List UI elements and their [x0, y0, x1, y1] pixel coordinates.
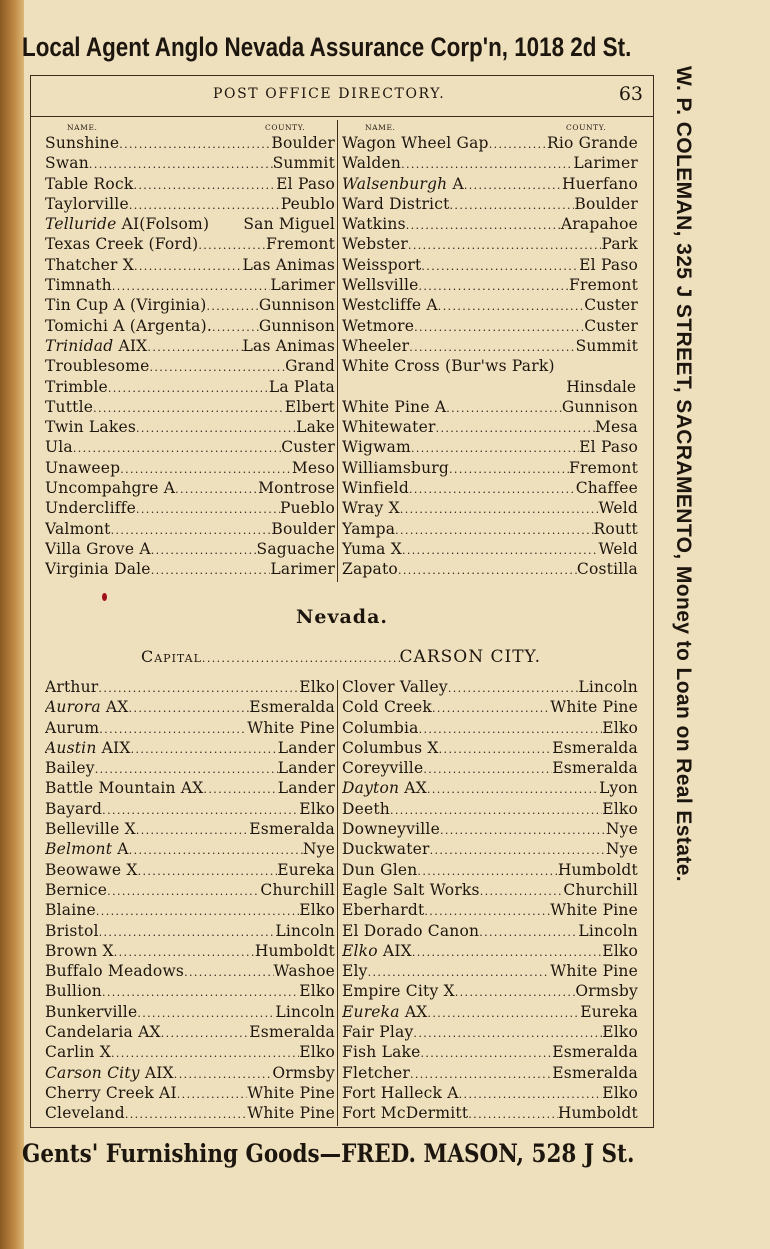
directory-entry	[45, 779, 335, 799]
directory-entry	[342, 1104, 638, 1124]
entry-name: Brown X	[45, 941, 114, 960]
column-header-name-right: NAME.	[365, 123, 396, 132]
directory-entry	[342, 1043, 638, 1063]
column-divider-colorado	[337, 120, 338, 582]
entry-name: Bailey	[45, 759, 95, 778]
entry-name: Westcliffe A	[342, 296, 438, 315]
entry-name: Cleveland	[45, 1104, 125, 1123]
capital-line	[141, 647, 541, 667]
entry-name: Fair Play	[342, 1023, 414, 1042]
entry-name: Cold Creek	[342, 698, 433, 717]
entry-name: Ward District	[342, 194, 450, 213]
directory-entry	[45, 235, 335, 255]
entry-name: Fort McDermitt	[342, 1104, 469, 1123]
directory-entry	[342, 1064, 638, 1084]
entry-name: Thatcher X	[45, 255, 134, 274]
entry-name: Clover Valley	[342, 678, 448, 696]
directory-entry	[45, 398, 335, 418]
entry-name: Wetmore	[342, 316, 415, 335]
entry-county: Lander	[277, 738, 335, 757]
entry-office-codes: AIX	[96, 738, 131, 757]
directory-entry	[342, 134, 638, 154]
entry-county: Gunnison	[258, 316, 335, 335]
entry-county: El Paso	[579, 438, 638, 457]
directory-entry	[45, 499, 335, 519]
entry-county: White Pine	[550, 698, 638, 717]
entry-county: Churchill	[260, 880, 335, 899]
entry-name: Carson City	[45, 1063, 140, 1082]
entry-county: Eureka	[580, 1002, 638, 1021]
entry-county: Esmeralda	[249, 1023, 335, 1042]
directory-entry	[342, 861, 638, 881]
directory-entry	[342, 256, 638, 276]
entry-county: Elko	[299, 799, 335, 818]
entry-county: Esmeralda	[552, 738, 638, 757]
entry-county: Elko	[299, 982, 335, 1001]
directory-entry	[45, 540, 335, 560]
entry-office-codes: AX	[100, 698, 129, 717]
entry-county: Lincoln	[275, 921, 335, 940]
entry-name: Yuma X	[342, 539, 402, 558]
directory-entry	[342, 779, 638, 799]
entry-name: Wigwam	[342, 438, 411, 457]
entry-name: Aurora	[45, 698, 101, 717]
directory-entry	[45, 337, 335, 357]
entry-name: Coreyville	[342, 759, 424, 778]
entry-county: Elko	[602, 1083, 638, 1102]
directory-entry	[342, 418, 638, 438]
entry-name: Bunkerville	[45, 1002, 138, 1021]
entry-name: Eagle Salt Works	[342, 880, 480, 899]
directory-entry	[342, 881, 638, 901]
entry-name: Uncompahgre A	[45, 479, 176, 498]
entry-county: Larimer	[270, 560, 335, 579]
directory-entry	[45, 438, 335, 458]
entry-county: Custer	[584, 296, 638, 315]
page-number: 63	[618, 83, 643, 105]
book-spine-edge	[0, 0, 24, 1249]
entry-name: Unaweep	[45, 458, 121, 477]
entry-county: Boulder	[574, 194, 638, 213]
entry-county: Gunnison	[258, 296, 335, 315]
entry-county: Esmeralda	[552, 759, 638, 778]
directory-entry	[342, 337, 638, 357]
entry-name: Belmont	[45, 840, 113, 859]
entry-county: Rio Grande	[547, 134, 638, 152]
directory-entry	[45, 317, 335, 337]
entry-county: Las Animas	[242, 336, 335, 355]
entry-county: Elko	[299, 901, 335, 920]
entry-county: Fremont	[266, 235, 335, 254]
directory-entry	[342, 678, 638, 698]
entry-county: Lander	[277, 779, 335, 798]
entry-county: Lincoln	[275, 1002, 335, 1021]
entry-name: Timnath	[45, 276, 112, 295]
directory-entry	[45, 1064, 335, 1084]
nevada-left-column	[45, 678, 335, 1125]
entry-county: Elko	[299, 1043, 335, 1062]
entry-county: Huerfano	[562, 174, 638, 193]
entry-county: Summit	[272, 154, 335, 173]
column-header-county-right: COUNTY.	[566, 123, 607, 132]
entry-name: Tomichi A (Argenta).	[45, 316, 212, 335]
entry-county: Elko	[299, 678, 335, 696]
directory-entry	[342, 982, 638, 1002]
directory-entry	[342, 560, 638, 580]
entry-name: Valmont	[45, 519, 111, 538]
entry-county: White Pine	[550, 901, 638, 920]
entry-name: Aurum	[45, 718, 100, 737]
state-heading-nevada: Nevada.	[295, 606, 389, 628]
entry-county: Lincoln	[578, 921, 638, 940]
directory-entry	[342, 499, 638, 519]
entry-county: Elbert	[284, 397, 335, 416]
entry-county: Grand	[285, 357, 335, 376]
directory-entry	[342, 1003, 638, 1023]
directory-entry	[45, 840, 335, 860]
entry-county: Nye	[302, 840, 335, 859]
entry-name: Texas Creek (Ford)	[45, 235, 199, 254]
entry-name: Whitewater	[342, 418, 436, 437]
directory-entry	[45, 357, 335, 377]
entry-name: Eberhardt	[342, 901, 425, 920]
entry-name: Wray X	[342, 499, 400, 518]
entry-county: Peublo	[280, 194, 335, 213]
entry-county: Weld	[598, 539, 638, 558]
entry-name: Table Rock	[45, 174, 134, 193]
entry-name: Winfield	[342, 479, 409, 498]
entry-name: Columbia	[342, 718, 419, 737]
bottom-advertisement: Gents' Furnishing Goods—FRED. MASON, 528 J St.	[22, 1139, 635, 1168]
directory-entry	[342, 719, 638, 739]
entry-county: Humboldt	[557, 1104, 638, 1123]
directory-entry	[342, 479, 638, 499]
page-header	[31, 83, 653, 110]
entry-county: Fremont	[569, 276, 638, 295]
entry-name: Fletcher	[342, 1063, 410, 1082]
header-rule	[31, 116, 653, 117]
entry-name: Walsenburgh	[342, 174, 448, 193]
ink-spot	[102, 593, 107, 601]
column-divider-nevada	[337, 680, 338, 1126]
directory-entry	[45, 134, 335, 154]
directory-entry	[45, 739, 335, 759]
entry-name: Bristol	[45, 921, 99, 940]
entry-county: Saguache	[256, 539, 335, 558]
directory-entry	[45, 479, 335, 499]
directory-entry	[342, 1023, 638, 1043]
entry-name: Eureka	[342, 1002, 400, 1021]
directory-entry	[45, 922, 335, 942]
entry-name: Belleville X	[45, 820, 136, 839]
entry-name: Tuttle	[45, 397, 94, 416]
entry-county: Esmeralda	[249, 698, 335, 717]
entry-county: Humboldt	[557, 860, 638, 879]
entry-name: Ely	[342, 962, 368, 981]
entry-county: Esmeralda	[552, 1043, 638, 1062]
entry-name: Villa Grove A	[45, 539, 151, 558]
entry-name: Watkins	[342, 215, 406, 234]
entry-county: Nye	[605, 820, 638, 839]
entry-name: Elko	[342, 941, 378, 960]
entry-county: Costilla	[576, 560, 638, 579]
entry-name: Beowawe X	[45, 860, 138, 879]
directory-entry	[342, 215, 638, 235]
entry-county: Summit	[575, 336, 638, 355]
directory-entry	[342, 438, 638, 458]
directory-page-frame	[30, 75, 654, 1128]
entry-county: Humboldt	[254, 941, 335, 960]
capital-value: CARSON CITY.	[399, 647, 541, 667]
column-header-name-left: NAME.	[67, 123, 98, 132]
entry-name: Arthur	[45, 678, 99, 696]
entry-office-codes: A	[447, 174, 464, 193]
entry-name: Wheeler	[342, 336, 410, 355]
directory-entry	[45, 719, 335, 739]
entry-name: Wellsville	[342, 276, 419, 295]
directory-entry	[45, 962, 335, 982]
directory-entry	[45, 154, 335, 174]
directory-entry	[342, 357, 638, 377]
directory-entry	[45, 1084, 335, 1104]
entry-county: Custer	[584, 316, 638, 335]
directory-entry	[45, 942, 335, 962]
entry-name: Swan	[45, 154, 89, 173]
column-header-county-left: COUNTY.	[265, 123, 306, 132]
entry-county: Larimer	[573, 154, 638, 173]
entry-name: Undercliffe	[45, 499, 136, 518]
entry-name: Fort Halleck A	[342, 1083, 459, 1102]
entry-county: Ormsby	[575, 982, 638, 1001]
entry-name: Tin Cup A (Virginia)	[45, 296, 207, 315]
directory-entry	[45, 215, 335, 235]
entry-county: Esmeralda	[249, 820, 335, 839]
entry-county: Boulder	[271, 134, 335, 152]
directory-entry	[342, 398, 638, 418]
colorado-left-column	[45, 134, 335, 581]
directory-entry	[342, 520, 638, 540]
entry-county: Lander	[277, 759, 335, 778]
directory-entry	[45, 296, 335, 316]
entry-name: Sunshine	[45, 134, 120, 152]
directory-entry	[342, 317, 638, 337]
directory-entry	[342, 540, 638, 560]
entry-name: Dun Glen	[342, 860, 418, 879]
entry-name: Empire City X	[342, 982, 455, 1001]
entry-county: Routt	[593, 519, 638, 538]
page-title: POST OFFICE DIRECTORY.	[213, 86, 446, 102]
directory-entry	[342, 459, 638, 479]
entry-county: Elko	[602, 941, 638, 960]
directory-entry	[342, 840, 638, 860]
entry-name: Fish Lake	[342, 1043, 421, 1062]
entry-county: Lyon	[599, 779, 638, 798]
directory-entry	[45, 195, 335, 215]
entry-name: Zapato	[342, 560, 398, 579]
directory-entry	[45, 800, 335, 820]
entry-office-codes: AIX	[113, 336, 148, 355]
directory-entry	[45, 520, 335, 540]
entry-county: San Miguel	[243, 215, 335, 234]
entry-county: Washoe	[273, 962, 335, 981]
entry-office-codes: AX	[399, 1002, 428, 1021]
directory-entry	[342, 195, 638, 215]
capital-label: Capital	[141, 647, 202, 666]
directory-entry	[45, 1003, 335, 1023]
entry-county: La Plata	[268, 377, 335, 396]
entry-name: Yampa	[342, 519, 396, 538]
side-advertisement: W. P. COLEMAN, 325 J STREET, SACRAMENTO, Money to Loan on Real Estate.	[672, 66, 695, 883]
entry-name: Candelaria AX	[45, 1023, 161, 1042]
entry-county: Weld	[598, 499, 638, 518]
directory-entry	[342, 922, 638, 942]
entry-name: Williamsburg	[342, 458, 450, 477]
entry-name: Trimble	[45, 377, 108, 396]
entry-name: Troublesome	[45, 357, 150, 376]
entry-name: Bullion	[45, 982, 102, 1001]
entry-name: Taylorville	[45, 194, 129, 213]
entry-office-codes: AIX	[139, 1063, 174, 1082]
directory-entry	[45, 378, 335, 398]
directory-entry	[45, 256, 335, 276]
directory-entry	[342, 739, 638, 759]
directory-entry	[45, 276, 335, 296]
entry-name: Columbus X	[342, 738, 439, 757]
directory-entry	[45, 759, 335, 779]
entry-name: Cherry Creek AI	[45, 1083, 177, 1102]
entry-county: Gunnison	[561, 397, 638, 416]
nevada-right-column	[342, 678, 638, 1125]
entry-office-codes: A	[112, 840, 129, 859]
entry-name: Weissport	[342, 255, 422, 274]
directory-entry	[45, 175, 335, 195]
entry-name: Virginia Dale	[45, 560, 151, 579]
entry-name: Austin	[45, 738, 97, 757]
entry-county: Ormsby	[272, 1063, 335, 1082]
directory-entry	[342, 759, 638, 779]
directory-entry	[45, 1043, 335, 1063]
directory-entry	[342, 1084, 638, 1104]
entry-county: White Pine	[247, 718, 335, 737]
directory-entry	[342, 154, 638, 174]
entry-name: Battle Mountain AX	[45, 779, 204, 798]
entry-name: Duckwater	[342, 840, 430, 859]
entry-county: Eureka	[277, 860, 335, 879]
entry-county: Elko	[602, 799, 638, 818]
directory-entry	[45, 881, 335, 901]
entry-county: El Paso	[579, 255, 638, 274]
directory-entry	[45, 901, 335, 921]
directory-entry	[45, 820, 335, 840]
entry-county: Montrose	[258, 479, 335, 498]
directory-entry	[45, 678, 335, 698]
entry-name: White Pine A	[342, 397, 447, 416]
entry-name: Blaine	[45, 901, 96, 920]
entry-county: Elko	[602, 1023, 638, 1042]
entry-name: Dayton	[342, 779, 400, 798]
entry-county: Larimer	[270, 276, 335, 295]
directory-entry	[45, 698, 335, 718]
directory-entry	[45, 459, 335, 479]
entry-county: White Pine	[247, 1104, 335, 1123]
entry-county: Las Animas	[242, 255, 335, 274]
entry-name: Carlin X	[45, 1043, 111, 1062]
directory-entry	[342, 235, 638, 255]
entry-office-codes: AIX	[377, 941, 412, 960]
entry-name: Trinidad	[45, 336, 114, 355]
entry-county: Park	[601, 235, 638, 254]
entry-county: Elko	[602, 718, 638, 737]
entry-office-codes: AX	[399, 779, 427, 798]
entry-county: Churchill	[563, 880, 638, 899]
colorado-right-column	[342, 134, 638, 581]
directory-entry	[342, 820, 638, 840]
directory-entry	[342, 296, 638, 316]
entry-county: Nye	[605, 840, 638, 859]
entry-name: Ula	[45, 438, 73, 457]
entry-name: White Cross (Bur'ws Park)	[342, 357, 555, 376]
entry-name: Walden	[342, 154, 402, 173]
directory-entry	[45, 1104, 335, 1124]
entry-office-codes: AI(Folsom)	[116, 215, 210, 234]
directory-entry	[342, 175, 638, 195]
entry-name: Wagon Wheel Gap	[342, 134, 489, 152]
entry-county: Custer	[281, 438, 335, 457]
directory-entry	[342, 901, 638, 921]
entry-county: Lake	[296, 418, 335, 437]
entry-county: Lincoln	[578, 678, 638, 696]
entry-name: Bayard	[45, 799, 103, 818]
directory-entry	[342, 698, 638, 718]
entry-county: El Paso	[276, 174, 335, 193]
entry-name: Downeyville	[342, 820, 440, 839]
directory-entry	[45, 1023, 335, 1043]
entry-county: Fremont	[569, 458, 638, 477]
entry-county: Boulder	[271, 519, 335, 538]
entry-name: Buffalo Meadows	[45, 962, 185, 981]
entry-name: El Dorado Canon	[342, 921, 480, 940]
entry-county: White Pine	[550, 962, 638, 981]
directory-entry	[342, 276, 638, 296]
entry-county-continuation: Hinsdale	[566, 377, 636, 396]
entry-county: Mesa	[594, 418, 638, 437]
entry-county: Chaffee	[575, 479, 638, 498]
directory-entry	[45, 418, 335, 438]
directory-entry	[45, 982, 335, 1002]
directory-entry	[342, 962, 638, 982]
entry-county: Esmeralda	[552, 1063, 638, 1082]
directory-entry	[342, 800, 638, 820]
entry-name: Twin Lakes	[45, 418, 136, 437]
entry-name: Deeth	[342, 799, 390, 818]
directory-entry	[45, 861, 335, 881]
entry-county: Arapahoe	[560, 215, 638, 234]
directory-entry	[45, 560, 335, 580]
entry-name: Webster	[342, 235, 408, 254]
entry-county: Pueblo	[280, 499, 335, 518]
entry-county: White Pine	[247, 1083, 335, 1102]
directory-entry	[342, 942, 638, 962]
entry-name: Telluride	[45, 215, 117, 234]
entry-county: Meso	[291, 458, 335, 477]
entry-name: Bernice	[45, 880, 108, 899]
top-advertisement: Local Agent Anglo Nevada Assurance Corp'n, 1018 2d St.	[22, 32, 632, 62]
